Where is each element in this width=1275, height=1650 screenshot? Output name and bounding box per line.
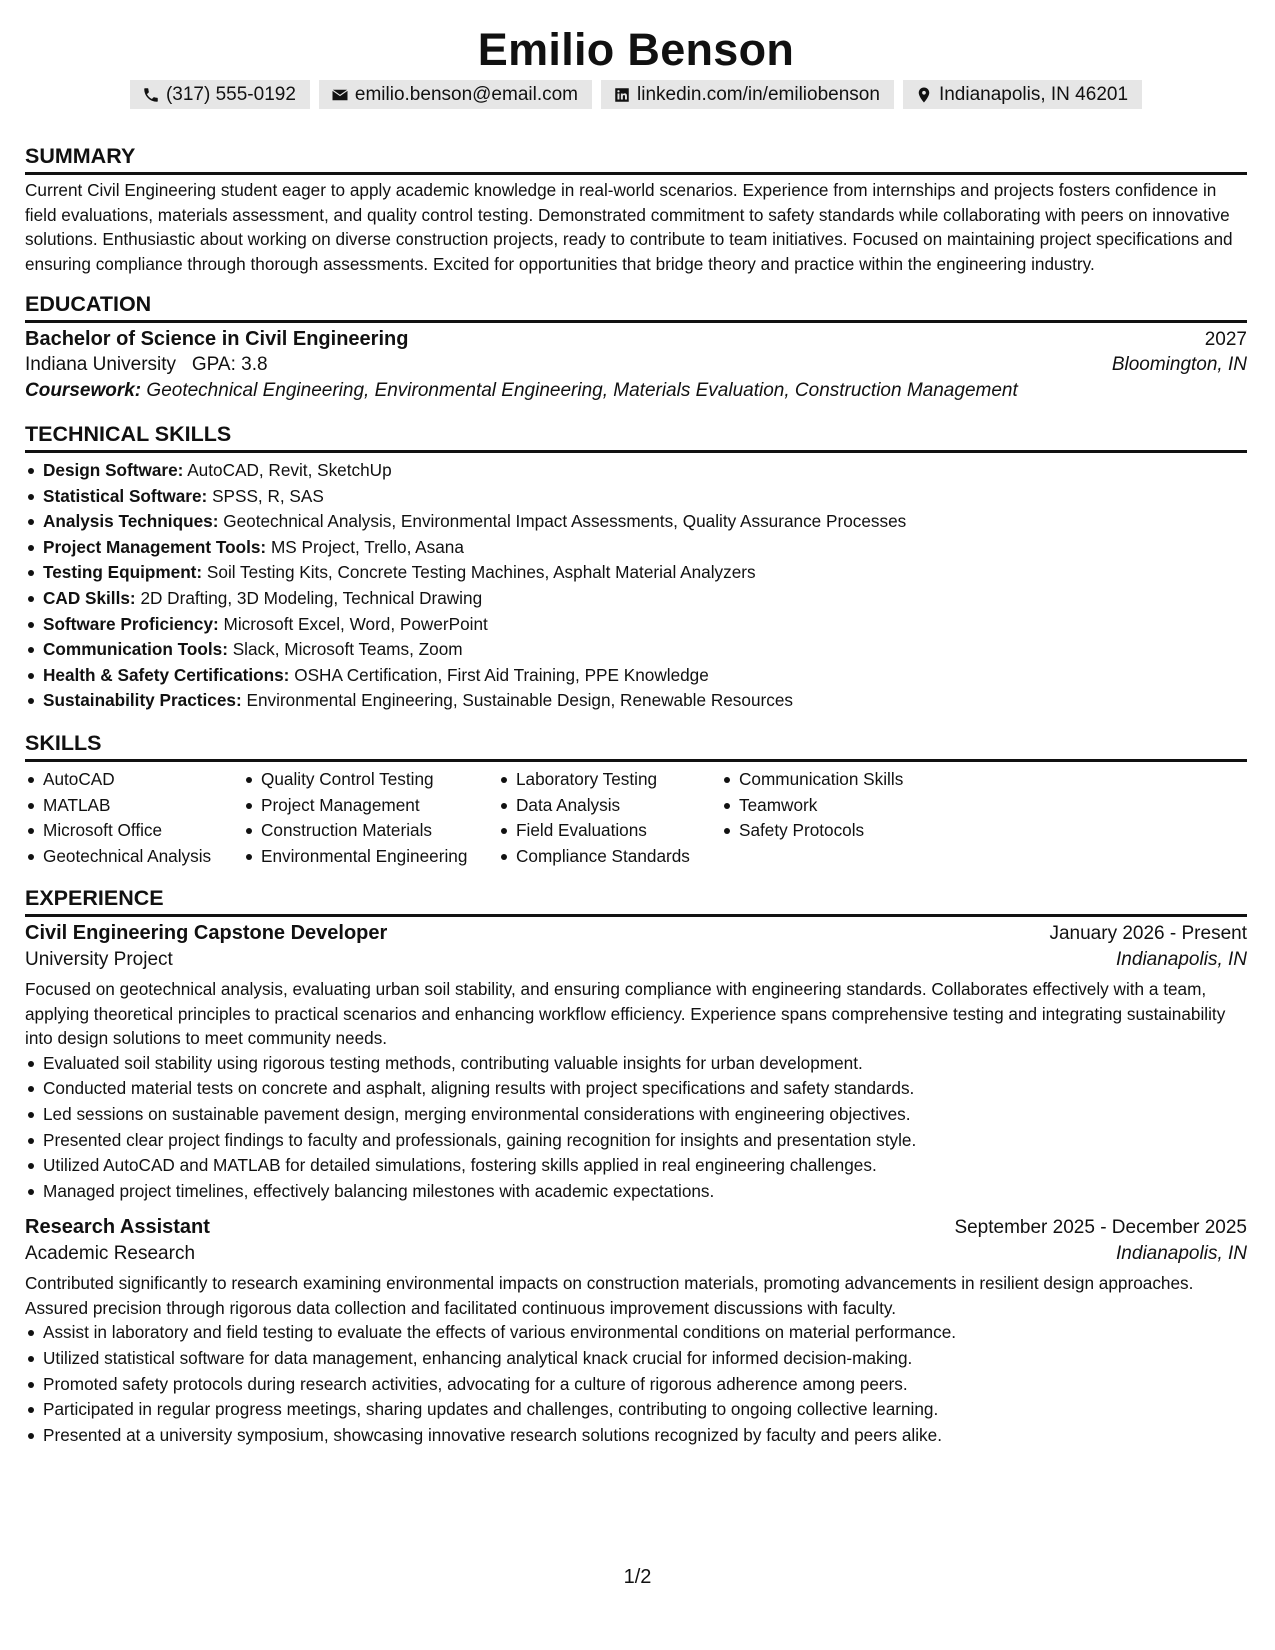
skill-item: Geotechnical Analysis [43,844,243,870]
section-title-experience: EXPERIENCE [25,884,1247,917]
job-bullets [25,1051,1247,1205]
envelope-icon [331,86,349,104]
technical-skill-label: Health & Safety Certifications: [43,664,290,685]
skill-item: MATLAB [43,793,243,819]
job-dates: September 2025 - December 2025 [954,1217,1247,1239]
job-title: Civil Engineering Capstone Developer [25,922,388,945]
job-bullet: Presented at a university symposium, showcasing innovative research solutions recognized by faculty and peers alike. [43,1423,1247,1449]
skill-item: Data Analysis [516,793,721,819]
skill-item: Communication Skills [739,767,981,793]
experience-section [25,884,1247,1448]
school-location: Bloomington, IN [1111,354,1247,375]
technical-skill-item [43,612,1247,638]
job-location: Indianapolis, IN [1116,949,1247,971]
skills-column [498,767,721,869]
technical-skill-label: CAD Skills: [43,587,136,608]
phone-icon [142,86,160,104]
summary-section [25,142,1247,276]
technical-skill-label: Sustainability Practices: [43,690,242,711]
job-summary: Contributed significantly to research examining environmental impacts on construction materials, promoting advancements in resilient design approaches. Assured precision through rigorous data collection and facilitated continuous improvement discussions with faculty. [25,1273,1194,1318]
skills-column [721,767,981,869]
candidate-name: Emilio Benson [477,24,795,75]
technical-skill-value: SPSS, R, SAS [212,485,324,506]
job-dates: January 2026 - Present [1049,923,1247,945]
technical-skill-item [43,535,1247,561]
degree-title: Bachelor of Science in Civil Engineering [25,328,409,350]
resume-page [25,0,1247,1448]
page-number: 1/2 [623,1566,652,1588]
skill-item: Quality Control Testing [261,767,498,793]
linkedin-text: linkedin.com/in/emiliobenson [637,84,880,105]
coursework-line [25,380,1247,402]
section-title-skills: SKILLS [25,729,1247,762]
technical-skill-item [43,509,1247,535]
job-summary: Focused on geotechnical analysis, evaluating urban soil stability, and ensuring compliance with engineering standards. Collaborates effectively with a team, applying theoretical principles to practical scenarios and enhancing workflow efficiency. Experience spans comprehensive testing and integrating sustainability into design solutions to meet community needs. [25,979,1226,1049]
skill-item: Construction Materials [261,818,498,844]
education-school-row [25,354,1247,376]
technical-skill-item [43,458,1247,484]
map-pin-icon [915,86,933,104]
job-bullets [25,1320,1247,1448]
technical-skill-label: Design Software: [43,460,184,480]
skills-section [25,729,1247,869]
technical-skill-value: 2D Drafting, 3D Modeling, Technical Drawing [140,587,483,608]
technical-skills-list [25,458,1247,714]
job-organization: University Project [25,949,173,971]
technical-skill-value: MS Project, Trello, Asana [270,536,464,557]
phone-text: (317) 555-0192 [165,84,296,105]
technical-skill-value: Environmental Engineering, Sustainable Design, Renewable Resources [246,690,793,711]
technical-skill-value: Soil Testing Kits, Concrete Testing Machines, Asphalt Material Analyzers [206,562,756,583]
technical-skill-value: OSHA Certification, First Aid Training, PPE Knowledge [294,664,709,685]
school-info [25,354,268,376]
technical-skill-item [43,560,1247,586]
section-title-technical-skills: TECHNICAL SKILLS [25,420,1247,453]
linkedin-icon [613,86,631,104]
coursework-list: Geotechnical Engineering, Environmental Engineering, Materials Evaluation, Construction Management [146,380,1018,401]
job-bullet: Assist in laboratory and field testing to evaluate the effects of various environmental conditions on material performance. [43,1320,1247,1346]
school-name: Indiana University [25,354,177,375]
technical-skill-value: AutoCAD, Revit, SketchUp [187,460,392,480]
gpa: GPA: 3.8 [191,354,268,375]
job-org-row [25,1243,1247,1265]
job-title: Research Assistant [25,1216,210,1239]
skills-column [25,767,243,869]
technical-skill-value: Slack, Microsoft Teams, Zoom [232,639,463,660]
technical-skill-item [43,586,1247,612]
job-bullet: Managed project timelines, effectively balancing milestones with academic expectations. [43,1179,1247,1205]
linkedin-chip[interactable] [601,80,894,109]
skill-item: Microsoft Office [43,818,243,844]
education-degree-row [25,328,1247,351]
technical-skill-label: Analysis Techniques: [43,511,219,532]
location-chip [903,80,1142,109]
section-title-education: EDUCATION [25,290,1247,323]
technical-skill-label: Statistical Software: [43,485,208,506]
degree-year: 2027 [1204,329,1247,350]
skills-grid [25,767,1247,869]
phone-chip [130,80,310,109]
job-organization: Academic Research [25,1243,196,1265]
technical-skills-section [25,420,1247,714]
summary-text: Current Civil Engineering student eager to apply academic knowledge in real-world scenarios. Experience from internships and projects fosters confidence in field evaluations, materials assessment, and quality control testing. Demonstrated commitment to safety standards while collaborating with peers on innovative solutions. Enthusiastic about working on diverse construction projects, ready to contribute to team initiatives. Focused on maintaining project specifications and ensuring compliance through thorough assessments. Excited for opportunities that bridge theory and practice within the engineering industry. [25,180,1233,274]
skill-item: Field Evaluations [516,818,721,844]
skill-item: AutoCAD [43,767,243,793]
skill-item: Environmental Engineering [261,844,498,870]
job-bullet: Promoted safety protocols during research activities, advocating for a culture of rigorous adherence among peers. [43,1372,1247,1398]
experience-list [25,922,1247,1448]
job-header-row [25,922,1247,945]
job-org-row [25,949,1247,971]
skill-item: Laboratory Testing [516,767,721,793]
job-bullet: Evaluated soil stability using rigorous testing methods, contributing valuable insights for urban development. [43,1051,1247,1077]
technical-skill-label: Communication Tools: [43,639,228,660]
education-section [25,290,1247,402]
job-header-row [25,1216,1247,1239]
technical-skill-label: Software Proficiency: [43,613,219,634]
technical-skill-label: Testing Equipment: [43,562,203,583]
skills-column [243,767,498,869]
technical-skill-item [43,637,1247,663]
email-text: emilio.benson@email.com [354,84,579,105]
section-title-summary: SUMMARY [25,142,1247,175]
job-location: Indianapolis, IN [1116,1243,1247,1265]
job-bullet: Presented clear project findings to faculty and professionals, gaining recognition for insights and presentation style. [43,1128,1247,1154]
experience-entry [25,1216,1247,1448]
technical-skill-item [43,663,1247,689]
job-bullet: Conducted material tests on concrete and asphalt, aligning results with project specifications and safety standards. [43,1076,1247,1102]
skill-item: Project Management [261,793,498,819]
technical-skill-item [43,484,1247,510]
technical-skill-item [43,688,1247,714]
technical-skill-value: Geotechnical Analysis, Environmental Impact Assessments, Quality Assurance Processes [223,511,907,532]
location-text: Indianapolis, IN 46201 [938,84,1129,105]
contact-bar [25,80,1247,109]
coursework-label: Coursework: [25,380,142,401]
technical-skill-value: Microsoft Excel, Word, PowerPoint [223,613,488,634]
job-bullet: Utilized statistical software for data management, enhancing analytical knack crucial for informed decision-making. [43,1346,1247,1372]
experience-entry [25,922,1247,1204]
skill-item: Compliance Standards [516,844,721,870]
job-bullet: Utilized AutoCAD and MATLAB for detailed simulations, fostering skills applied in real engineering challenges. [43,1153,1247,1179]
job-bullet: Participated in regular progress meetings, sharing updates and challenges, contributing to ongoing collective learning. [43,1397,1247,1423]
skill-item: Safety Protocols [739,818,981,844]
job-bullet: Led sessions on sustainable pavement design, merging environmental considerations with engineering objectives. [43,1102,1247,1128]
email-chip[interactable] [319,80,592,109]
technical-skill-label: Project Management Tools: [43,536,267,557]
skill-item: Teamwork [739,793,981,819]
